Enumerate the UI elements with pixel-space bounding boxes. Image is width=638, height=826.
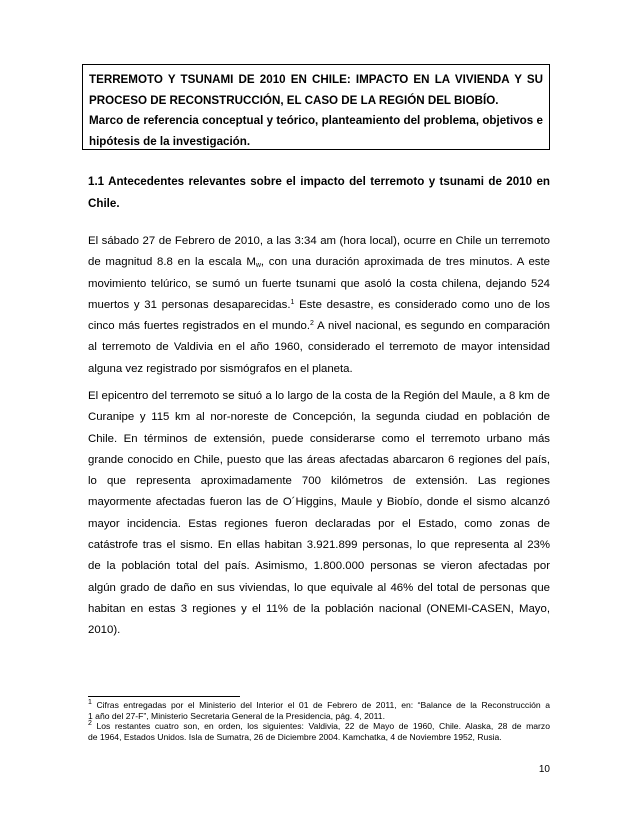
page-number: 10 [538,764,550,775]
footnote-mark-2: 2 [88,720,92,728]
footnote-text: Los restantes cuatro son, en orden, los siguientes: Valdivia, 22 de Mayo de 1960, Chile. Alaska, 28 de marzo [91,721,550,732]
text-line: lo que representa aproximadamente 700 kilómetros de extensión. Las regiones [88,475,550,488]
footnote-text: Cifras entregadas por el Ministerio del Interior el 01 de Febrero de 2011, en: “Balance de la Reconstrucción a [91,700,550,710]
subtitle-line: hipótesis de la investigación. [89,134,251,148]
text-line: movimiento telúrico, se sumó un fuerte tsunami que asoló la costa chilena, dejando 524 [88,277,550,290]
footnote-1 [88,700,550,711]
text-line: de la población total del país. Asimismo, 1.800.000 personas se vieron afectadas por [88,560,550,573]
text-run: de magnitud 8.8 en la escala M [88,256,256,269]
text-line: grande conocido en Chile, puesto que las áreas afectadas abarcaron 6 regiones del país, [88,453,550,466]
title-box [82,64,550,150]
text-line: alguna vez registrado por sismógrafos en el planeta. [88,362,353,375]
section-heading: 1.1 Antecedentes relevantes sobre el impacto del terremoto y tsunami de 2010 en Chile. [88,175,550,210]
text-line [88,316,550,337]
text-line: catástrofe tras el sismo. En ellas habitan 3.921.899 personas, lo que representa al 23% [88,539,550,552]
text-line: mayormente afectadas fueron las de O´Higgins, Maule y Biobío, donde el sismo alcanzó [88,496,550,509]
text-line: algún grado de daño en sus viviendas, lo que equivale al 46% del total de personas que [88,581,550,594]
text-line: El sábado 27 de Febrero de 2010, a las 3:34 am (hora local), ocurre en Chile un terremoto [88,235,550,247]
text-line: habitan en estas 3 regiones y el 11% de la población nacional (ONEMI-CASEN, Mayo, [88,602,550,615]
footnote-2-cont: de 1964, Estados Unidos. Isla de Sumatra, 26 de Diciembre 2004. Kamchatka, 4 de Noviembre 1952, Rusia. [88,731,502,742]
text-run: A nivel nacional, es segundo en comparación [313,320,551,333]
title-line: TERREMOTO Y TSUNAMI DE 2010 EN CHILE: IMPACTO EN LA VIVIENDA Y SU [89,73,543,86]
text-run: Este desastre, es considerado como uno de los [294,298,550,311]
footnote-2 [88,721,550,732]
text-line: El epicentro del terremoto se situó a lo largo de la costa de la Región del Maule, a 8 km de [88,390,550,402]
subscript: w [255,262,261,270]
footnote-mark-1: 1 [88,699,92,706]
footnote-ref-2[interactable]: 2 [310,320,314,328]
text-line [88,252,550,273]
text-line: 2010). [88,624,121,637]
footnote-1-cont: 1 año del 27-F”, Ministerio Secretaria General de la Presidencia, pág. 4, 2011. [88,710,385,721]
text-line: Curanipe y 115 km al nor-noreste de Concepción, la segunda ciudad en población de [88,411,550,424]
text-run: , con una duración aproximada de tres minutos. A este [260,256,550,269]
paragraph-1 [88,231,550,380]
paragraph-2 [88,386,550,642]
text-line: mayor incidencia. Estas regiones fueron declaradas por el Estado, como zonas de [88,517,550,530]
footnotes [88,700,550,742]
subtitle-line: Marco de referencia conceptual y teórico, planteamiento del problema, objetivos e [89,114,543,128]
text-line [88,295,550,316]
footnote-ref-1[interactable]: 1 [290,298,295,306]
text-line: al terremoto de Valdivia en el año 1960, considerado el terremoto de mayor intensidad [88,341,550,354]
text-line: Chile. En términos de extensión, puede considerarse como el terremoto urbano más [88,432,550,445]
text-run: cinco más fuertes registrados en el mundo. [88,320,311,333]
footnote-divider [88,696,240,697]
title-line: PROCESO DE RECONSTRUCCIÓN, EL CASO DE LA REGIÓN DEL BIOBÍO. [89,93,499,107]
text-run: muertos y 31 personas desaparecidas. [88,298,291,311]
